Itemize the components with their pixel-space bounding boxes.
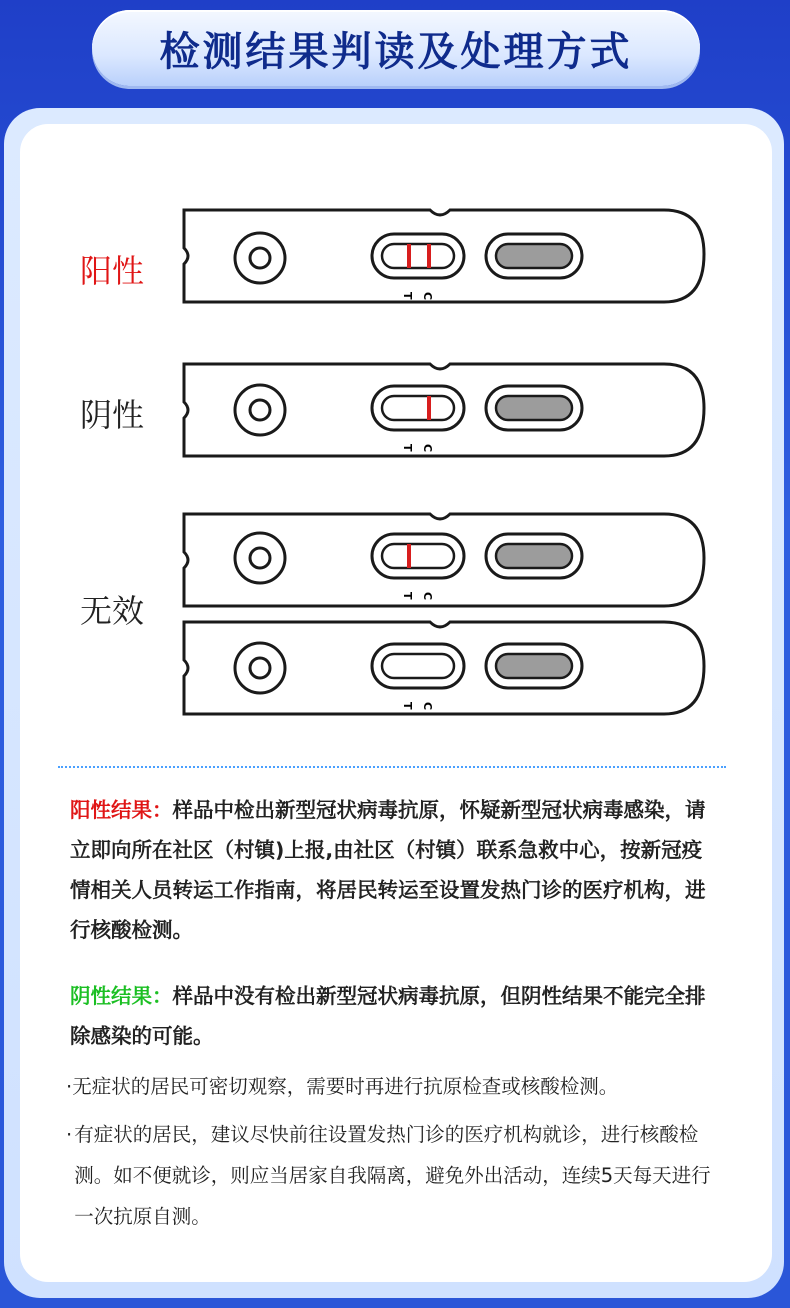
note-text: 有症状的居民，建议尽快前往设置发热门诊的医疗机构就诊，进行核酸检测。如不便就诊，则应当居家自我隔离，避免外出活动，连续5天每天进行一次抗原自测。 [74, 1123, 711, 1228]
c-mark: C [421, 592, 434, 601]
c-mark: C [421, 444, 434, 453]
note-bullet: · [66, 1075, 73, 1098]
test-strip-invalid-none [176, 618, 712, 718]
note-symptomatic [66, 1114, 726, 1237]
invalid-label: 无效 [80, 592, 145, 630]
t-mark: T [401, 592, 414, 600]
t-mark: T [401, 444, 414, 452]
c-mark: C [421, 702, 434, 711]
note-bullet: · [66, 1123, 73, 1146]
control-line-c [427, 244, 431, 268]
test-line-t [407, 244, 411, 268]
test-strip-invalid-t-only [176, 510, 712, 610]
negative-result-text: 样品中没有检出新型冠状病毒抗原，但阴性结果不能完全排除感染的可能。 [70, 984, 706, 1048]
negative-label: 阴性 [80, 396, 145, 434]
test-line-t [407, 544, 411, 568]
test-strip-positive [176, 206, 712, 306]
t-mark: T [401, 702, 414, 710]
c-mark: C [421, 292, 434, 301]
control-line-c [427, 396, 431, 420]
negative-result-paragraph [70, 976, 720, 1056]
t-mark: T [401, 292, 414, 300]
note-text: 无症状的居民可密切观察，需要时再进行抗原检查或核酸检测。 [72, 1075, 619, 1098]
positive-result-paragraph [70, 790, 720, 950]
test-strip-negative [176, 360, 712, 460]
title-banner [92, 10, 700, 86]
positive-result-text: 样品中检出新型冠状病毒抗原，怀疑新型冠状病毒感染，请立即向所在社区（村镇)上报,由社区（村镇）联系急救中心，按新冠疫情相关人员转运工作指南，将居民转运至设置发热门诊的医疗机构，进行核酸检测。 [70, 798, 706, 942]
dotted-divider [58, 766, 726, 768]
negative-result-heading: 阴性结果： [70, 984, 173, 1008]
positive-label: 阳性 [80, 252, 145, 290]
positive-result-heading: 阳性结果： [70, 798, 173, 822]
page-title: 检测结果判读及处理方式 [159, 28, 633, 75]
note-asymptomatic [66, 1066, 726, 1107]
